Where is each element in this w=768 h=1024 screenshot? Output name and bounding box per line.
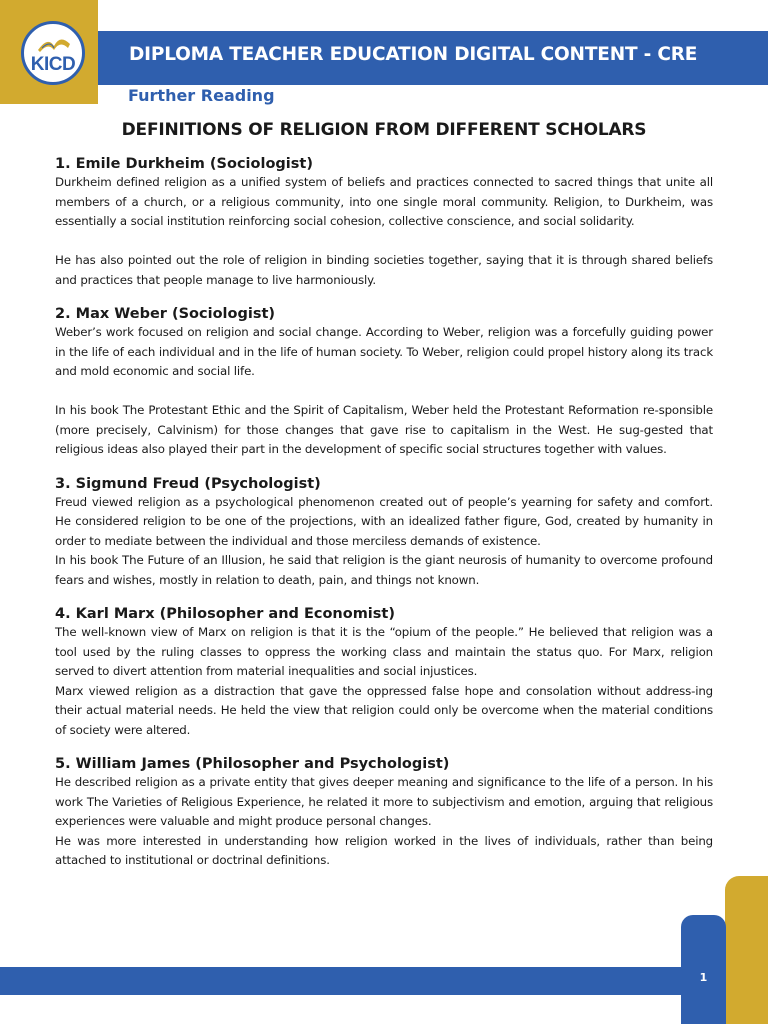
paragraph: In his book The Protestant Ethic and the Spirit of Capitalism, Weber held the Protestant Reformation re-sponsible (more precisely, Calvinism) for those changes that gave rise to capitalism in the West. He sug-gested that religious ideas also played their part in the development of specific social structures together with values.	[55, 403, 713, 456]
section-heading: 2. Max Weber (Sociologist)	[55, 306, 276, 322]
section-marx	[55, 606, 713, 740]
section-heading: 4. Karl Marx (Philosopher and Economist)	[55, 606, 395, 622]
paragraph: He has also pointed out the role of religion in binding societies together, saying that it is through shared beliefs and practices that people manage to live harmoniously.	[55, 253, 713, 287]
document-body	[55, 156, 713, 887]
footer-bar	[0, 967, 768, 995]
paragraph: The well-known view of Marx on religion is that it is the “opium of the people.” He believed that religion was a tool used by the ruling classes to oppress the working class and maintain the status quo. For Marx, religion served to divert attention from material inequalities and social injustices.	[55, 625, 713, 678]
header-title: DIPLOMA TEACHER EDUCATION DIGITAL CONTENT - CRE	[129, 44, 698, 65]
paragraph: He was more interested in understanding how religion worked in the lives of individuals, rather than being attached to institutional or doctrinal definitions.	[55, 833, 713, 867]
section-heading: 3. Sigmund Freud (Psychologist)	[55, 475, 321, 492]
page-number-tab	[681, 915, 726, 1024]
footer-accent	[725, 876, 768, 1024]
section-subtitle: Further Reading	[128, 86, 275, 105]
paragraph: Durkheim defined religion as a unified system of beliefs and practices connected to sacred things that unite all members of a church, or a religious community, into one single moral community. Religion, to Durkheim, was essentially a social institution reinforcing social cohesion, collective conscience, and social solidarity.	[55, 175, 713, 228]
paragraph: Freud viewed religion as a psychological phenomenon created out of people’s yearning for safety and comfort. He considered religion to be one of the projections, with an idealized father figure, God, created by humanity in order to mediate between the individual and those merciless demands of existence.	[55, 494, 713, 548]
section-james	[55, 756, 713, 871]
paragraph: In his book The Future of an Illusion, he said that religion is the giant neurosis of humanity to overcome profound fears and wishes, mostly in relation to death, pain, and things not known.	[55, 553, 713, 587]
paragraph: Weber’s work focused on religion and social change. According to Weber, religion was a forcefully guiding power in the life of each individual and in the life of human society. To Weber, religion could propel history along its track and mold economic and social life.	[55, 325, 713, 378]
kicd-logo	[21, 21, 85, 85]
paragraph: He described religion as a private entity that gives deeper meaning and significance to the life of a person. In his work The Varieties of Religious Experience, he related it more to subjectivism and emotion, arguing that religious experiences were valuable and might produce personal changes.	[55, 775, 713, 828]
section-freud	[55, 476, 713, 591]
section-heading: 1. Emile Durkheim (Sociologist)	[55, 156, 313, 172]
section-durkheim	[55, 156, 713, 290]
logo-text: KICD	[30, 54, 76, 75]
paragraph: Marx viewed religion as a distraction that gave the oppressed false hope and consolation without address-ing their actual material needs. He held the view that religion could only be overcome when the material conditions of society were altered.	[55, 683, 713, 737]
section-weber	[55, 306, 713, 460]
page-number: 1	[699, 971, 708, 984]
section-heading: 5. William James (Philosopher and Psychologist)	[55, 756, 450, 772]
page-title: DEFINITIONS OF RELIGION FROM DIFFERENT SCHOLARS	[121, 120, 647, 140]
